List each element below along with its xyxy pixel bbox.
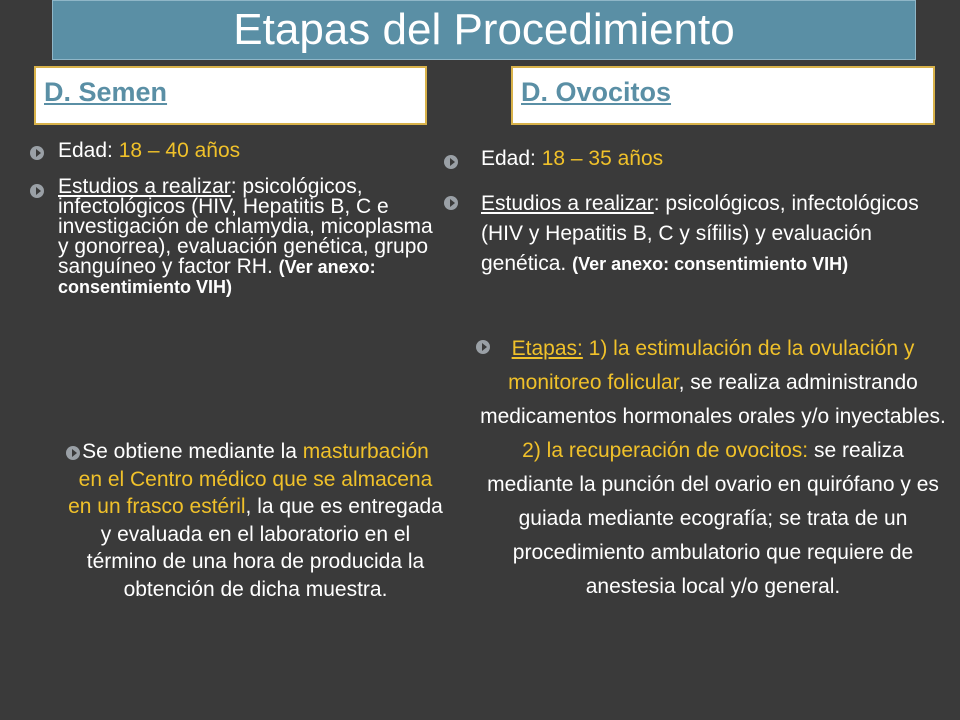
right-etapas: Etapas: 1) la estimulación de la ovulación y monitoreo folicular, se realiza administrando medicamentos hormonales orales y/o inyectables. 2) la recuperación de ovocitos: se realiza mediante la punción del ovario en quirófano y es guiada mediante ecografía; se trata de un procedimiento ambulatorio que requiere de anestesia local y/o general. — [480, 337, 946, 598]
header-ovocitos-label[interactable]: D. Ovocitos — [521, 77, 672, 107]
right-edad: Edad: 18 – 35 años — [481, 147, 664, 170]
header-ovocitos — [511, 66, 935, 125]
right-estudios: Estudios a realizar: psicológicos, infectológicos (HIV y Hepatitis B, C y sífilis) y evaluación genética. (Ver anexo: consentimiento VIH) — [481, 192, 919, 275]
left-edad: Edad: 18 – 40 años — [58, 139, 241, 162]
bullet-icon — [30, 146, 44, 160]
header-semen-label[interactable]: D. Semen — [44, 77, 168, 107]
left-obtiene: Se obtiene mediante la masturbación en el Centro médico que se almacena en un frasco estéril, la que es entregada y evaluada en el laboratorio en el término de una hora de producida la obtención de dicha muestra. — [68, 440, 443, 601]
header-semen — [34, 66, 427, 125]
bullet-icon — [444, 155, 458, 169]
bullet-icon — [30, 184, 44, 198]
page-title: Etapas del Procedimiento — [233, 5, 735, 54]
title-bar — [52, 0, 916, 60]
left-estudios: Estudios a realizar: psicológicos, infectológicos (HIV, Hepatitis B, C e investigación de chlamydia, micoplasma y gonorrea), evaluación genética, grupo sanguíneo y factor RH. (Ver anexo: consentimiento VIH) — [58, 175, 433, 297]
bullet-icon — [444, 196, 458, 210]
